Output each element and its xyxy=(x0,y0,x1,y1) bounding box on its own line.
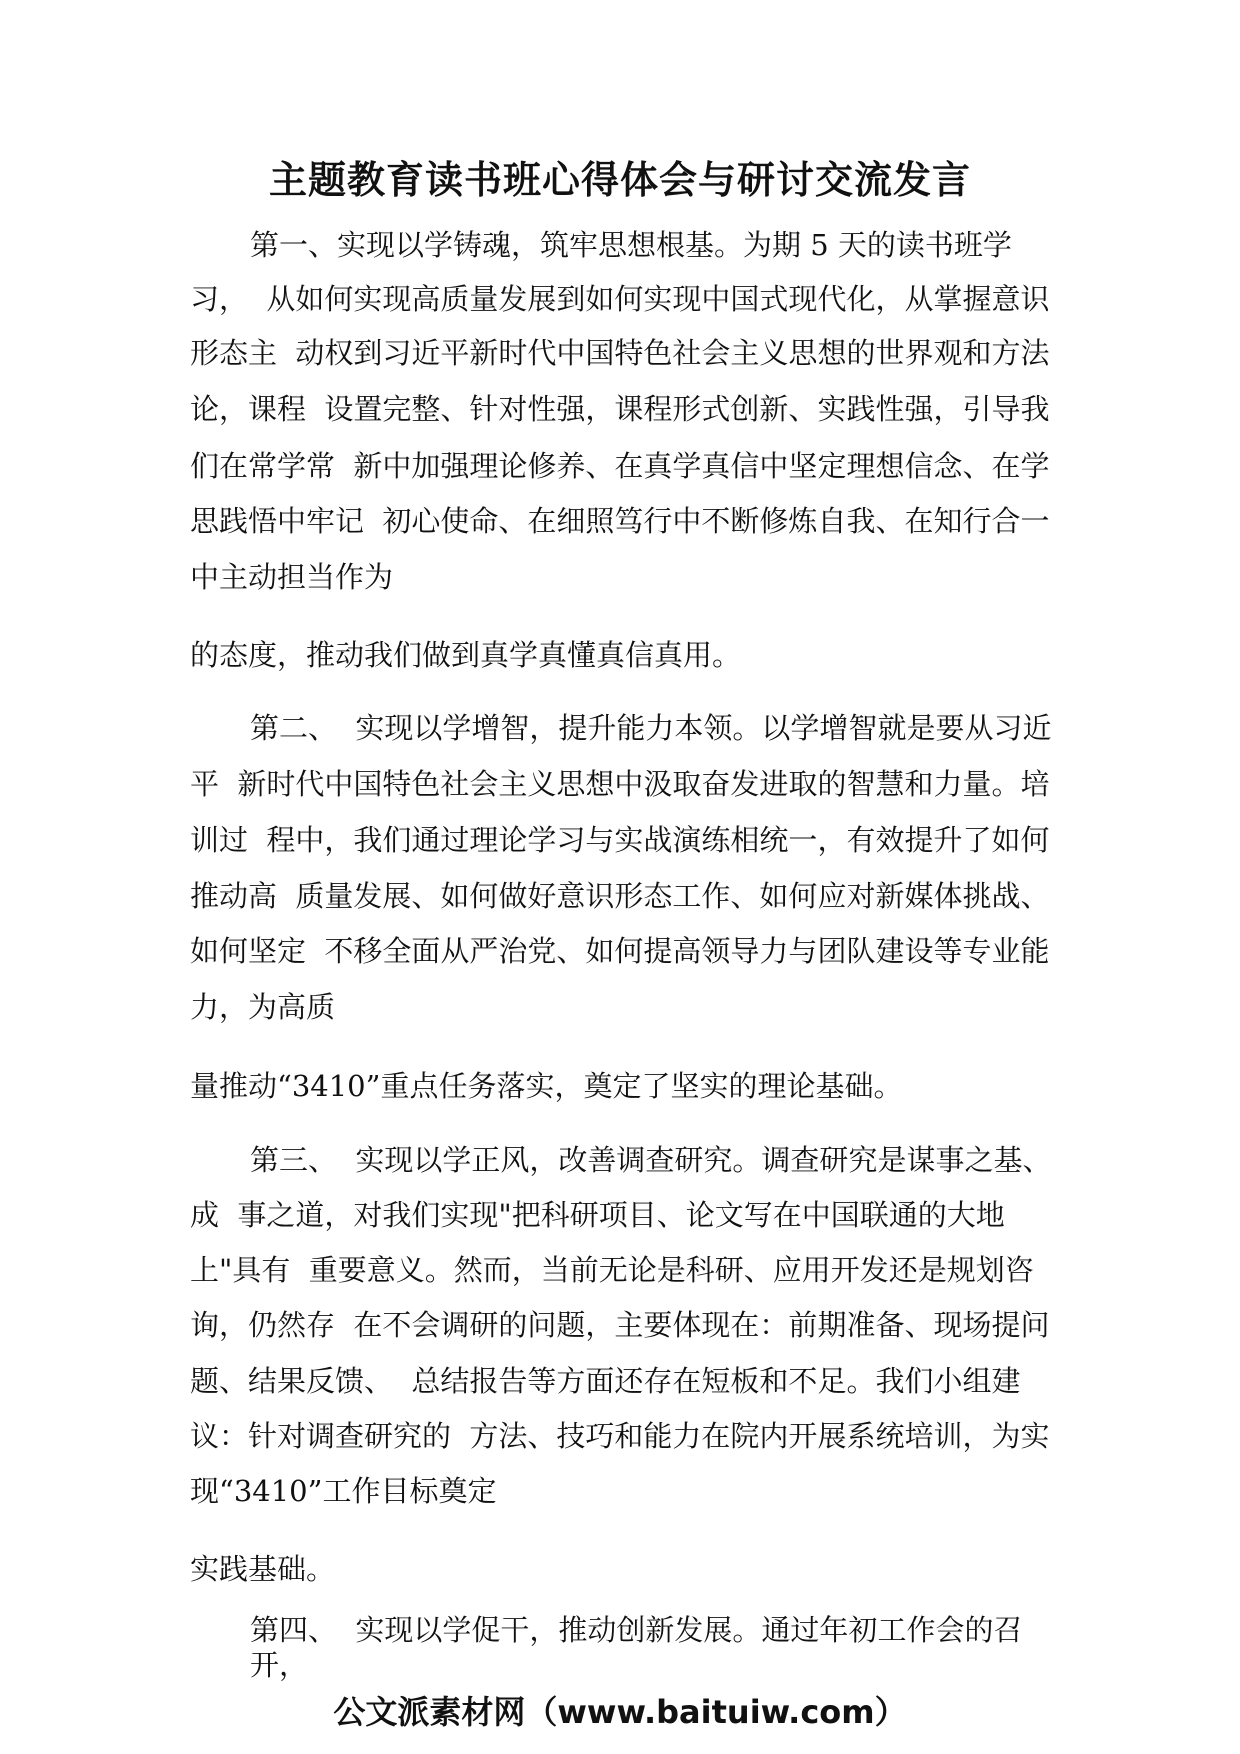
text-line: 推动高 质量发展、如何做好意识形态工作、如何应对新媒体挑战、 xyxy=(190,879,1050,913)
text-line: 第一、实现以学铸魂，筑牢思想根基。为期 5 天的读书班学 xyxy=(250,228,1012,262)
text-line: 们在常学常 新中加强理论修养、在真学真信中坚定理想信念、在学 xyxy=(190,449,1050,483)
text-line: 第四、 实现以学促干，推动创新发展。通过年初工作会的召 xyxy=(250,1613,1023,1647)
text-line: 如何坚定 不移全面从严治党、如何提高领导力与团队建设等专业能 xyxy=(190,934,1050,968)
text-line: 形态主 动权到习近平新时代中国特色社会主义思想的世界观和方法 xyxy=(190,336,1050,370)
text-line: 平 新时代中国特色社会主义思想中汲取奋发进取的智慧和力量。培 xyxy=(190,767,1050,801)
text-line: 力，为高质 xyxy=(190,990,336,1024)
text-line: 论，课程 设置完整、针对性强，课程形式创新、实践性强，引导我 xyxy=(190,392,1050,426)
text-line: 中主动担当作为 xyxy=(190,560,394,594)
text-line: 第三、 实现以学正风，改善调查研究。调查研究是谋事之基、 xyxy=(250,1143,1052,1177)
text-line: 实践基础。 xyxy=(190,1552,336,1586)
text-line: 习， 从如何实现高质量发展到如何实现中国式现代化，从掌握意识 xyxy=(190,282,1050,316)
text-line: 现“3410”工作目标奠定 xyxy=(190,1474,497,1508)
text-line: 题、结果反馈、 总结报告等方面还存在短板和不足。我们小组建 xyxy=(190,1364,1021,1398)
document-title: 主题教育读书班心得体会与研讨交流发言 xyxy=(268,157,971,202)
watermark-footer: 公文派素材网（www.baituiw.com） xyxy=(333,1693,907,1731)
text-line: 询，仍然存 在不会调研的问题，主要体现在：前期准备、现场提问 xyxy=(190,1308,1050,1342)
text-line: 的态度，推动我们做到真学真懂真信真用。 xyxy=(190,638,742,672)
text-line: 上"具有 重要意义。然而，当前无论是科研、应用开发还是规划咨 xyxy=(190,1253,1034,1287)
text-line: 训过 程中，我们通过理论学习与实战演练相统一，有效提升了如何 xyxy=(190,823,1050,857)
text-line: 第二、 实现以学增智，提升能力本领。以学增智就是要从习近 xyxy=(250,711,1052,745)
text-line: 成 事之道，对我们实现"把科研项目、论文写在中国联通的大地 xyxy=(190,1198,1005,1232)
text-line: 量推动“3410”重点任务落实，奠定了坚实的理论基础。 xyxy=(190,1069,903,1103)
text-line: 议：针对调查研究的 方法、技巧和能力在院内开展系统培训，为实 xyxy=(190,1419,1050,1453)
text-line: 开， xyxy=(250,1648,309,1682)
text-line: 思践悟中牢记 初心使命、在细照笃行中不断修炼自我、在知行合一 xyxy=(190,504,1050,538)
